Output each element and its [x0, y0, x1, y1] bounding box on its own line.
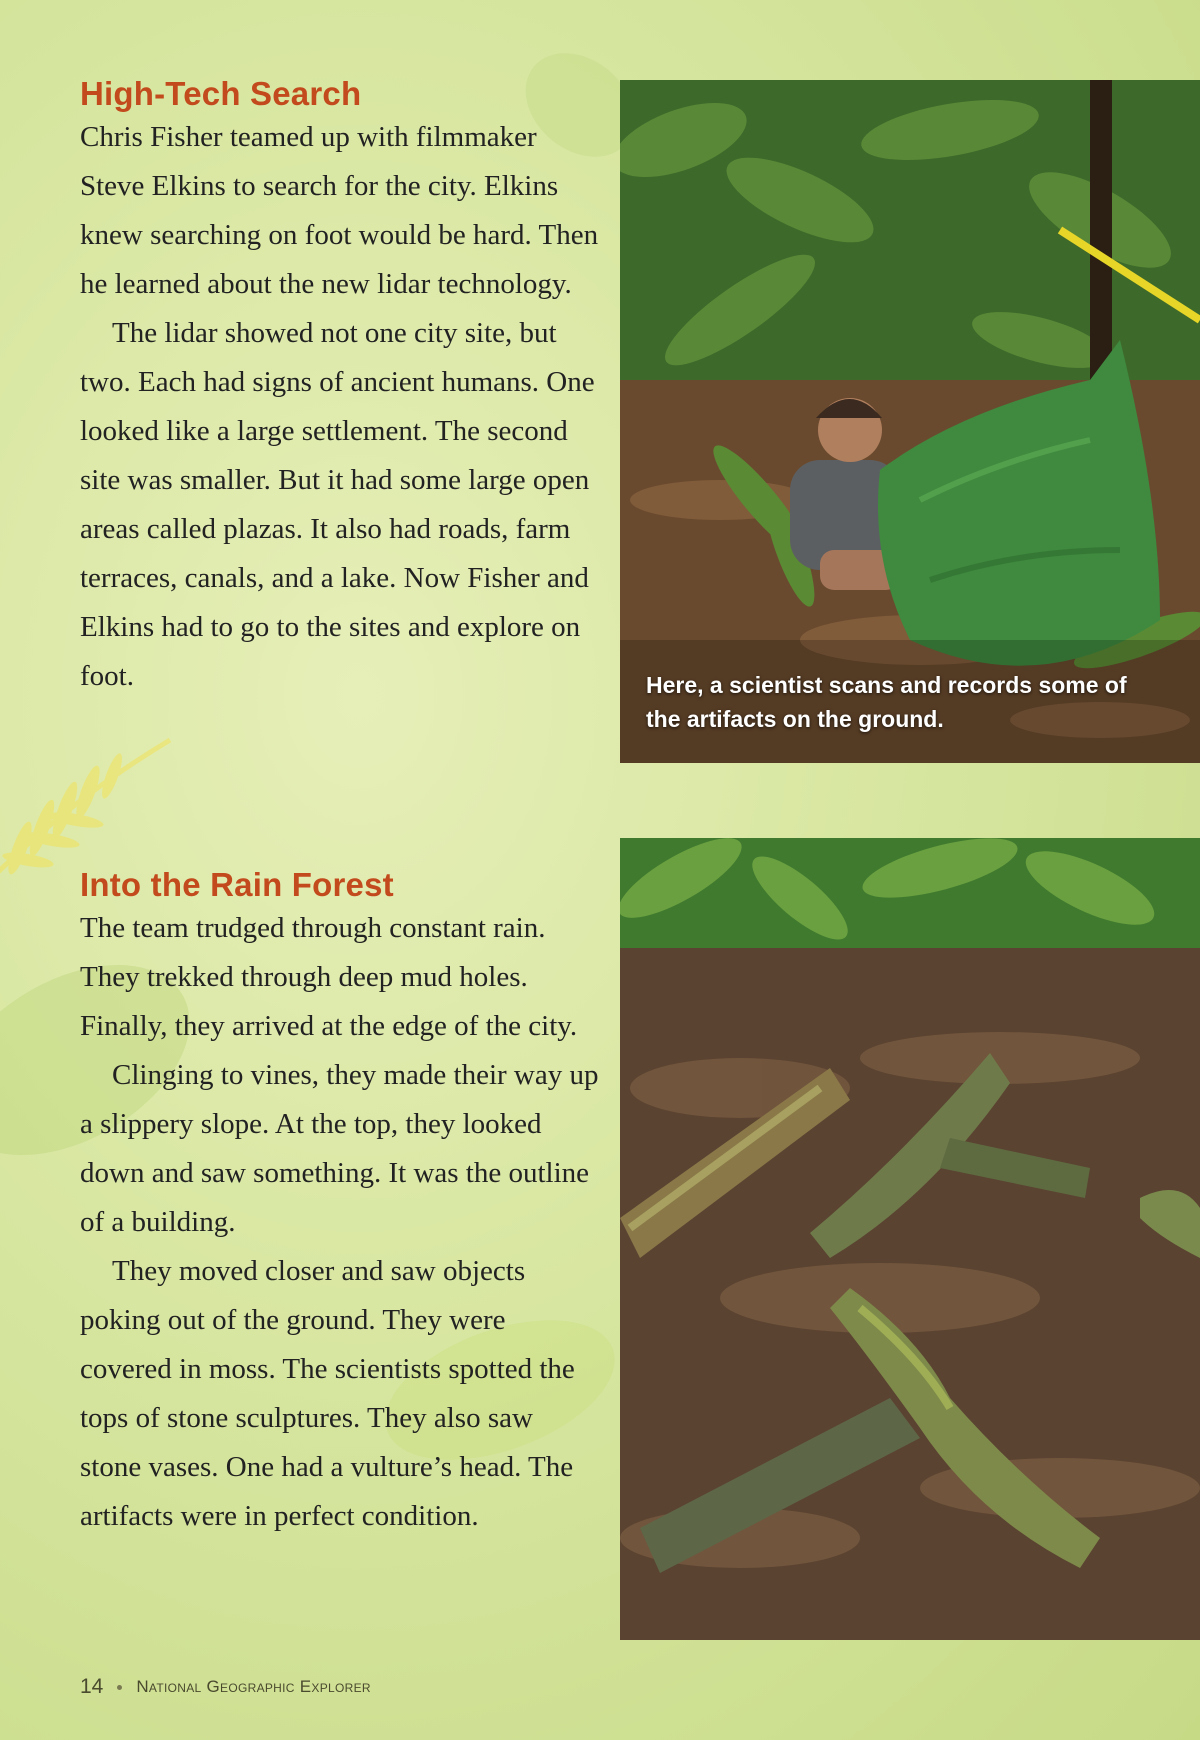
body-paragraph: The lidar showed not one city site, but two. Each had signs of ancient humans. One looked like a large settlement. The second site was smaller. But it had some large open areas called plazas. It also had roads, farm terraces, canals, and a lake. Now Fisher and Elkins had to go to the sites and explore on foot. [80, 317, 595, 692]
page-number: 14 [80, 1675, 104, 1698]
photo-caption: Here, a scientist scans and records some of the artifacts on the ground. [646, 672, 1127, 732]
page-footer [80, 1675, 371, 1699]
body-paragraph: Clinging to vines, they made their way up a slippery slope. At the top, they looked down and saw something. It was the outline of a building. [80, 1059, 599, 1238]
body-paragraph: They moved closer and saw objects poking out of the ground. They were covered in moss. The scientists spotted the tops of stone sculptures. They also saw stone vases. One had a vulture’s head. The artifacts were in perfect condition. [80, 1255, 575, 1532]
section-heading: High-Tech Search [80, 75, 362, 112]
fern-decoration [0, 720, 180, 890]
separator-dot [117, 1685, 122, 1690]
photo-stone-sculptures [620, 838, 1200, 1640]
publication-name: National Geographic Explorer [136, 1677, 371, 1696]
section-into-the-rain-forest [80, 866, 600, 1541]
photo-scientist-scanning [620, 80, 1200, 763]
section-heading: Into the Rain Forest [80, 866, 394, 903]
section-high-tech-search [80, 75, 600, 701]
body-paragraph: Chris Fisher teamed up with filmmaker Steve Elkins to search for the city. Elkins knew searching on foot would be hard. Then he learned about the new lidar technology. [80, 121, 599, 300]
body-paragraph: The team trudged through constant rain. They trekked through deep mud holes. Finally, they arrived at the edge of the city. [80, 912, 578, 1042]
